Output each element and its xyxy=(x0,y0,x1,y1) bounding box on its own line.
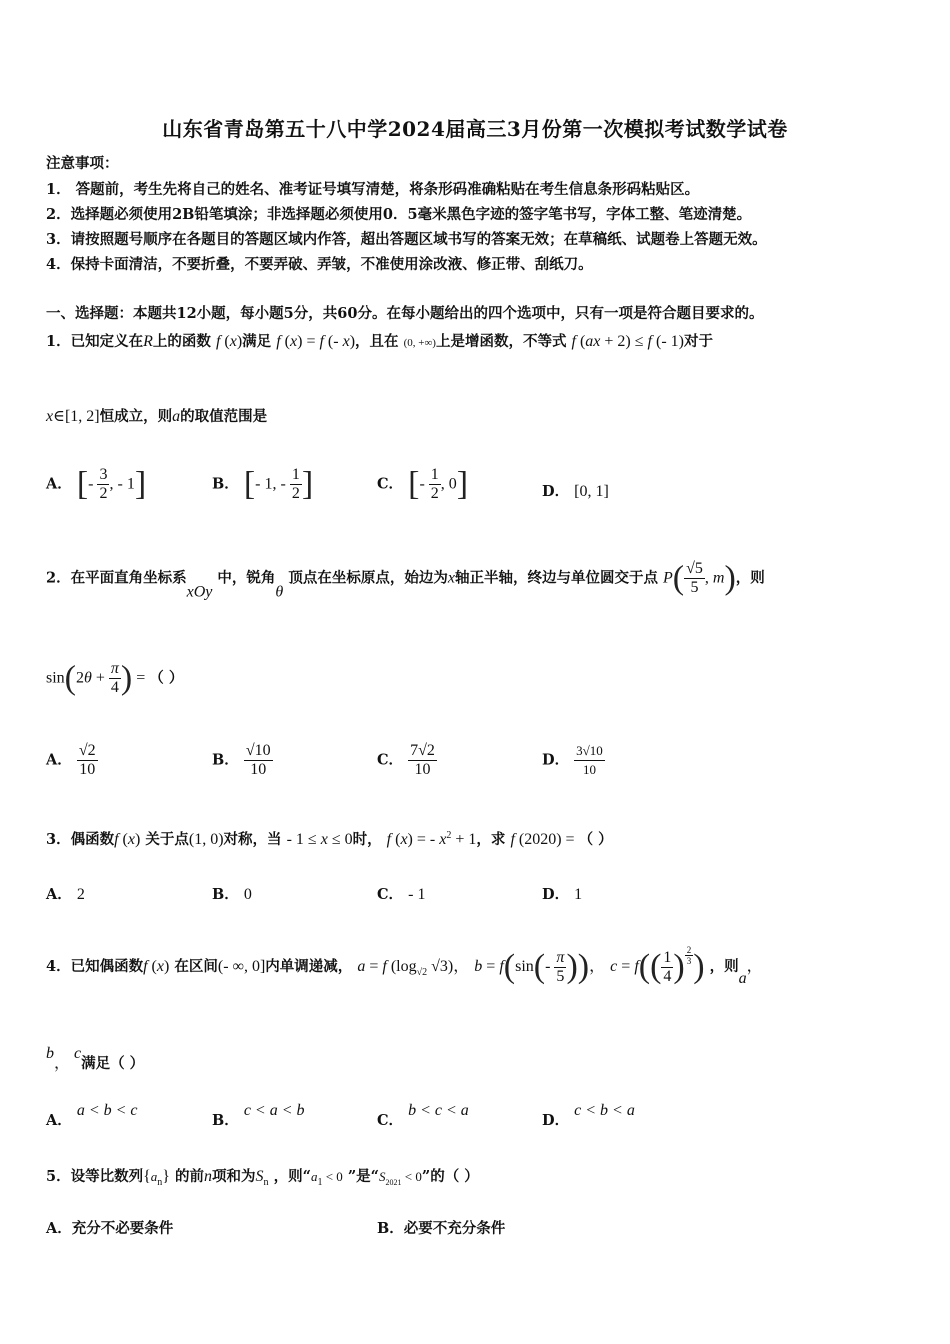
question-4-line-2: b， c满足（ ） xyxy=(46,1045,145,1072)
notice-item-4: 4．保持卡面清洁，不要折叠，不要弄破、弄皱，不准使用涂改液、修正带、刮纸刀。 xyxy=(46,256,593,273)
question-5: 5．设等比数列$\{a_n\}$ 的前n项和为$S_n$ ，则“$a_1 < 0$ ”是“$S_{2021} < 0$”的（ ） xyxy=(46,1168,479,1188)
q1-option-a[interactable]: A． [- $\frac{3}{2}$ , - 1] xyxy=(46,465,147,503)
q4-option-b[interactable]: B． c < a < b xyxy=(212,1102,305,1129)
q1-option-d[interactable]: D． [0, 1] xyxy=(542,483,609,500)
q1-option-c[interactable]: C． [- $\frac{1}{2}$ , 0] xyxy=(377,465,469,503)
q3-option-d[interactable]: D． 1 xyxy=(542,886,583,903)
notice-heading: 注意事项： xyxy=(46,155,119,172)
notice-item-1: 1． 答题前，考生先将自己的姓名、准考证号填写清楚，将条形码准确粘贴在考生信息条形码粘贴区。 xyxy=(46,181,700,198)
q4-option-d[interactable]: D． c < b < a xyxy=(542,1102,635,1129)
section-heading: 一、选择题：本题共12小题，每小题5分，共60分。在每小题给出的四个选项中，只有一项是符合题目要求的。 xyxy=(46,305,764,322)
question-1-line-2: x∈[1, 2]恒成立，则a的取值范围是 xyxy=(46,408,268,425)
q2-option-d[interactable]: D． $\frac{3√10}{10}$ xyxy=(542,743,603,777)
q1-option-b[interactable]: B． [- 1, - $\frac{1}{2}$ ] xyxy=(212,465,314,503)
question-2: 2．在平面直角坐标系xOy 中，锐角θ 顶点在坐标原点，始边为x轴正半轴，终边与单位圆交于点 P( $\frac{√5}{5}$ , m)，则 xyxy=(46,559,765,601)
q5-option-b[interactable]: B．必要不充分条件 xyxy=(377,1220,506,1237)
q3-option-a[interactable]: A． 2 xyxy=(46,886,85,903)
question-1: 1．已知定义在R上的函数 f (x)满足 f (x) = f (- x)，且在 (0, +∞)上是增函数，不等式 f (ax + 2) ≤ f (- 1)对于 xyxy=(46,333,713,350)
q2-option-c[interactable]: C． $\frac{7√2}{10}$ xyxy=(377,742,435,778)
notice-item-3: 3．请按照题号顺序在各题目的答题区域内作答，超出答题区域书写的答案无效；在草稿纸、试题卷上答题无效。 xyxy=(46,231,767,248)
q4-option-c[interactable]: C． b < c < a xyxy=(377,1102,469,1129)
question-3: 3．偶函数f (x) 关于点(1, 0)对称，当 - 1 ≤ x ≤ 0时， f (x) = - $x^2 + 1$，求 f (2020) = （ ） xyxy=(46,830,613,848)
question-2-line-2: sin(2θ + $\frac{\pi}{4}$ ) = （ ） xyxy=(46,659,184,697)
question-4: 4．已知偶函数f (x) 在区间(- ∞, 0]内单调递减， a = f ($\log_{√2}$ √3)， b = f(sin(- $\frac{\pi}{5}$ ))， c = f(( $\frac{1}{4}$ ) $\frac{2}{3}$ ) ，则a， xyxy=(46,945,763,987)
q4-option-a[interactable]: A． a < b < c xyxy=(46,1102,138,1129)
q2-option-b[interactable]: B． $\frac{√10}{10}$ xyxy=(212,742,271,778)
q3-option-b[interactable]: B． 0 xyxy=(212,886,252,903)
q2-option-a[interactable]: A． $\frac{√2}{10}$ xyxy=(46,742,96,778)
q3-option-c[interactable]: C． - 1 xyxy=(377,886,426,903)
page-title: 山东省青岛第五十八中学2024届高三3月份第一次模拟考试数学试卷 xyxy=(162,117,788,141)
q5-option-a[interactable]: A．充分不必要条件 xyxy=(46,1220,174,1237)
notice-item-2: 2．选择题必须使用2B铅笔填涂；非选择题必须使用0．5毫米黑色字迹的签字笔书写，字体工整、笔迹清楚。 xyxy=(46,206,752,223)
